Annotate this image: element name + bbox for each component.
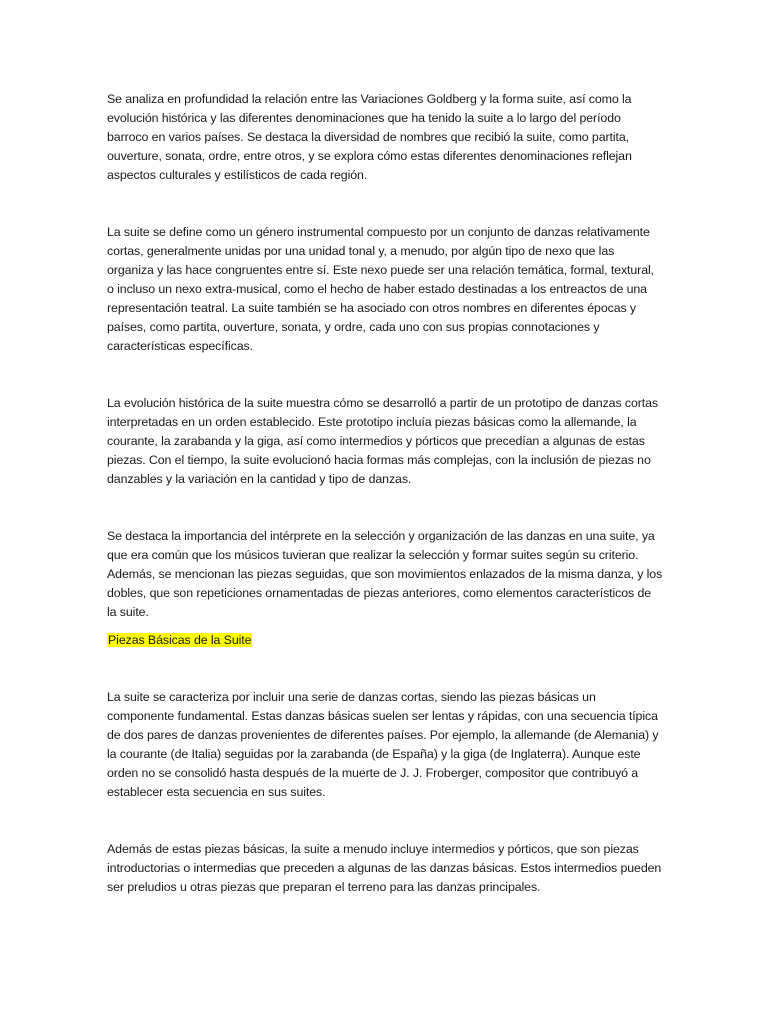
- paragraph-intermediates: Además de estas piezas básicas, la suite a menudo incluye intermedios y pórticos, que son piezas introductorias o intermedias que preceden a algunas de las danzas básicas. Estos intermedios pueden ser preludios u otras piezas que preparan el terreno para las danzas principales.: [107, 842, 662, 894]
- document-page: [107, 90, 663, 897]
- paragraph-spacer: [107, 802, 663, 840]
- paragraph-spacer: [107, 622, 663, 631]
- section-heading: [107, 631, 663, 650]
- paragraph-spacer: [107, 650, 663, 688]
- paragraph-intro: Se analiza en profundidad la relación entre las Variaciones Goldberg y la forma suite, así como la evolución histórica y las diferentes denominaciones que ha tenido la suite a lo largo del período barroco en varios países. Se destaca la diversidad de nombres que recibió la suite, como partita, ouverture, sonata, ordre, entre otros, y se explora cómo estas diferentes denominaciones reflejan aspectos culturales y estilísticos de cada región.: [107, 92, 632, 182]
- paragraph-basic-pieces: La suite se caracteriza por incluir una serie de danzas cortas, siendo las piezas básicas un componente fundamental. Estas danzas básicas suelen ser lentas y rápidas, con una secuencia típica de dos pares de danzas provenientes de diferentes países. Por ejemplo, la allemande (de Alemania) y la courante (de Italia) seguidas por la zarabanda (de España) y la giga (de Inglaterra). Aunque este orden no se consolidó hasta después de la muerte de J. J. Froberger, compositor que contribuyó a establecer esta secuencia en sus suites.: [107, 690, 659, 799]
- paragraph-interpreter: Se destaca la importancia del intérprete en la selección y organización de las danzas en una suite, ya que era común que los músicos tuvieran que realizar la selección y formar suites según su criterio. Además, se mencionan las piezas seguidas, que son movimientos enlazados de la misma danza, y los dobles, que son repeticiones ornamentadas de piezas anteriores, como elementos característicos de la suite.: [107, 529, 663, 619]
- paragraph-spacer: [107, 185, 663, 223]
- paragraph-spacer: [107, 356, 663, 394]
- paragraph-spacer: [107, 489, 663, 527]
- highlighted-heading-text: Piezas Básicas de la Suite: [108, 633, 252, 647]
- paragraph-evolution: La evolución histórica de la suite muestra cómo se desarrolló a partir de un prototipo de danzas cortas interpretadas en un orden establecido. Este prototipo incluía piezas básicas como la allemande, la courante, la zarabanda y la giga, así como intermedios y pórticos que precedían a algunas de estas piezas. Con el tiempo, la suite evolucionó hacia formas más complejas, con la inclusión de piezas no danzables y la variación en la cantidad y tipo de danzas.: [107, 396, 659, 486]
- paragraph-definition: La suite se define como un género instrumental compuesto por un conjunto de danzas relativamente cortas, generalmente unidas por una unidad tonal y, a menudo, por algún tipo de nexo que las organiza y las hace congruentes entre sí. Este nexo puede ser una relación temática, formal, textural, o incluso un nexo extra-musical, como el hecho de haber estado destinadas a los entreactos de una representación teatral. La suite también se ha asociado con otros nombres en diferentes épocas y países, como partita, ouverture, sonata, y ordre, cada uno con sus propias connotaciones y características específicas.: [107, 225, 654, 353]
